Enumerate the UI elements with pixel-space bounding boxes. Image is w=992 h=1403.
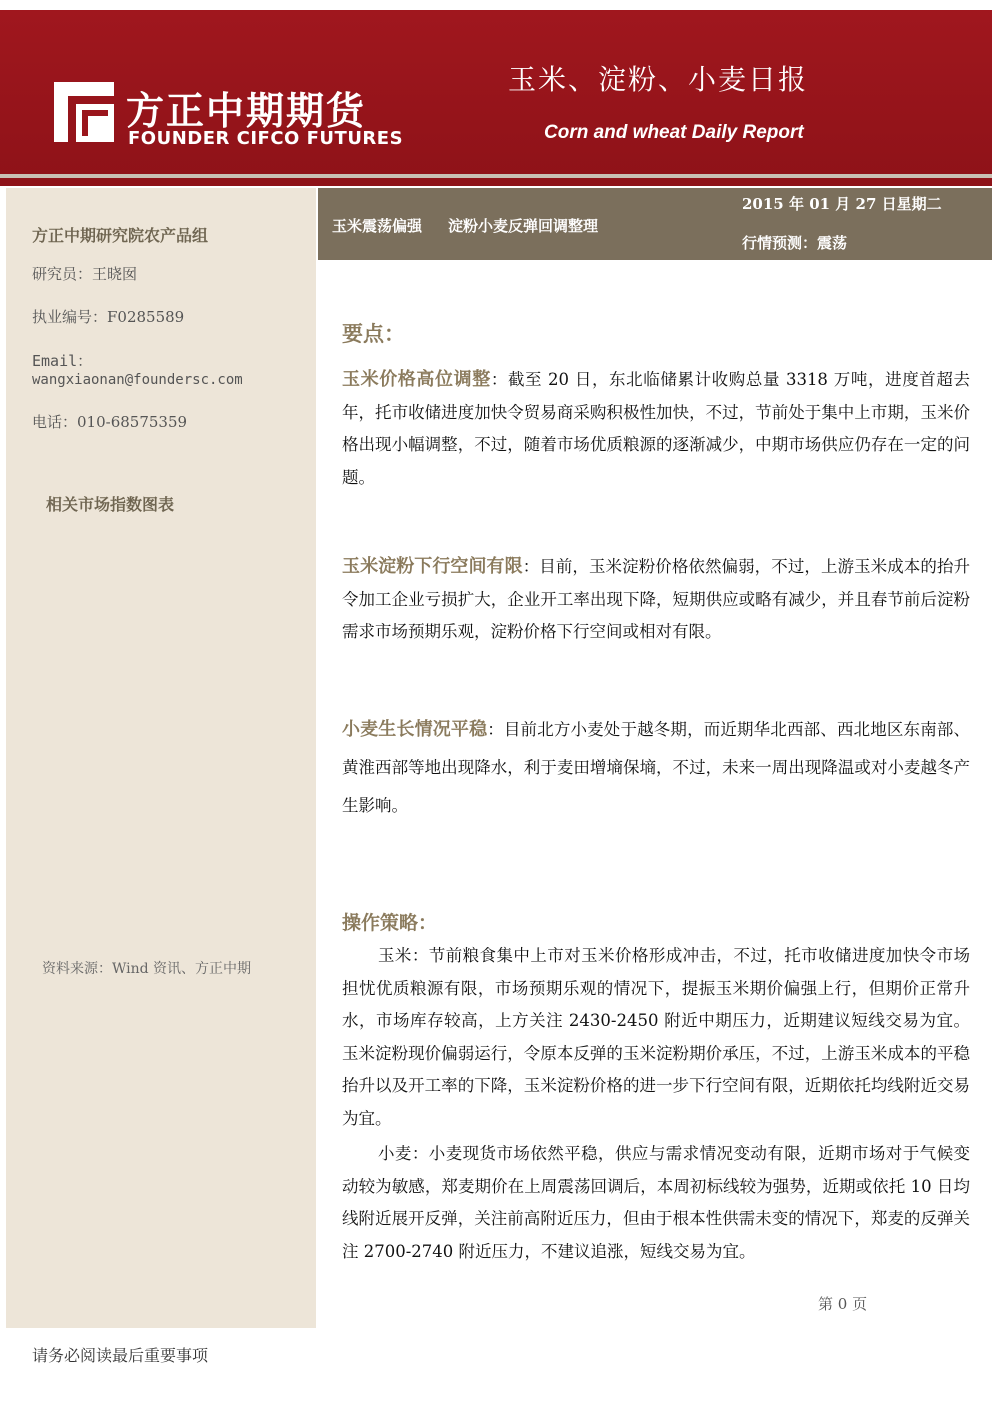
paragraph-corn-starch: [342, 551, 970, 649]
researcher-name: 研究员：王晓囡: [32, 265, 138, 283]
disclaimer-note: 请务必阅读最后重要事项: [32, 1346, 209, 1365]
report-subtitle: Corn and wheat Daily Report: [544, 122, 804, 143]
phone-number: 电话：010-68575359: [32, 413, 188, 431]
paragraph-body: ：截至 20 日，东北临储累计收购总量 3318 万吨，进度首超去年，托市收储进度加快令贸易商采购积极性加快，不过，节前处于集中上市期，玉米价格出现小幅调整，不过，随着市场优质粮源的逐渐减少，中期市场供应仍存在一定的问题。: [342, 370, 971, 487]
email-link[interactable]: wangxiaonan@foundersc.com: [32, 372, 243, 388]
chart-heading: 相关市场指数图表: [46, 495, 175, 514]
research-group: 方正中期研究院农产品组: [32, 226, 209, 245]
data-source: 资料来源：Wind 资讯、方正中期: [42, 961, 252, 977]
headline-corn: 玉米震荡偏强: [332, 217, 423, 235]
headline-starch-wheat: 淀粉小麦反弹回调整理: [448, 217, 599, 235]
page-number: 第 0 页: [818, 1295, 868, 1313]
paragraph-body: ：目前，玉米淀粉价格依然偏弱，不过，上游玉米成本的抬升令加工企业亏损扩大，企业开工率出现下降，短期供应或略有减少，并且春节前后淀粉需求市场预期乐观，淀粉价格下行空间或相对有限。: [342, 557, 971, 641]
company-name-cn: 方正中期期货: [126, 89, 367, 133]
market-forecast: 行情预测：震荡: [742, 234, 848, 252]
paragraph-corn-strategy: 玉米：节前粮食集中上市对玉米价格形成冲击，不过，托市收储进度加快令市场担忧优质粮源有限，市场预期乐观的情况下，提振玉米期价偏强上行，但期价正常升水，市场库存较高，上方关注 2430-2450 附近中期压力，近期建议短线交易为宜。玉米淀粉现价偏弱运行，令原本反弹的玉米淀粉期价承压，不过，上游玉米成本的平稳抬升以及开工率的下降，玉米淀粉价格的进一步下行空间有限，近期依托均线附近交易为宜。: [342, 946, 970, 1128]
header-divider: [0, 174, 992, 178]
report-date: 2015 年 01 月 27 日星期二: [742, 195, 942, 213]
company-name-en: FOUNDER CIFCO FUTURES: [128, 128, 404, 149]
strategy-title: 操作策略：: [342, 912, 438, 934]
paragraph-wheat-growth: [342, 711, 970, 825]
report-title: 玉米、淀粉、小麦日报: [508, 63, 809, 96]
license-number: 执业编号：F0285589: [32, 308, 185, 326]
headline-group: [332, 215, 624, 236]
key-points-title: 要点：: [342, 322, 405, 346]
paragraph-corn-price: [342, 364, 970, 494]
paragraph-wheat-strategy: 小麦：小麦现货市场依然平稳，供应与需求情况变动有限，近期市场对于气候变动较为敏感，郑麦期价在上周震荡回调后，本周初标线较为强势，近期或依托 10 日均线附近展开反弹，关注前高附近压力，但由于根本性供需未变的情况下，郑麦的反弹关注 2700-2740 附近压力，不建议追涨，短线交易为宜。: [342, 1144, 970, 1261]
paragraph-body: ：目前北方小麦处于越冬期，而近期华北西部、西北地区东南部、黄淮西部等地出现降水，利于麦田增墒保墒，不过，未来一周出现降温或对小麦越冬产生影响。: [342, 720, 971, 815]
paragraph-title: 小麦生长情况平稳: [342, 719, 488, 740]
founder-logo-icon: [54, 82, 114, 142]
paragraph-title: 玉米淀粉下行空间有限: [342, 556, 523, 577]
paragraph-title: 玉米价格高位调整: [342, 369, 491, 390]
email-label: Email：: [32, 352, 93, 370]
